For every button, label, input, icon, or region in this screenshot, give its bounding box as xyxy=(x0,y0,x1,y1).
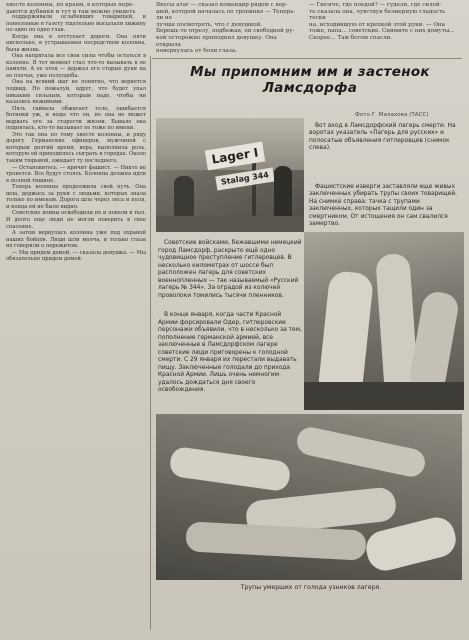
article-body-paragraph-2: В конце января, когда части Красной Армии форсировали Одер, гитлеровские персонажи объявили, что в несколько за тем, пополнение германской армией, все заключенные в Ламсдорфском лагере советские люди приговорены к голодной смерти. С 29 января их перестали выдавать пищу. Заключенные голодали до прихода Красной Армии. Лишь очень немногим удалось дождаться дня своего освобождения. xyxy=(158,312,302,393)
header-right-line-5: Скорее... Там бегом спасли. xyxy=(309,34,393,41)
photo-credit: Фото Г. Малахова (ТАСС) xyxy=(355,112,429,118)
column-divider-vertical xyxy=(150,56,151,630)
header-right-line-1: — Гюсиче, где поедой? — гудели, где силой- xyxy=(309,2,442,8)
left-paragraph: Советские воины освободили их и повели в тыл. И долго еще люди не могли поверить в свое спасение. xyxy=(6,210,146,230)
header-left-line-1: хвосте колонны, по краям, в которых пере- xyxy=(6,2,134,8)
photo-ground xyxy=(156,216,304,232)
photo-caption-gate xyxy=(309,123,459,153)
caption-gate-text: Вот вход в Ламсдорфский лагерь смерти. На воротах указатель «Лагерь для русских» и полосатые объявления гитлеровцев (снимок слева). xyxy=(309,123,456,152)
left-paragraph: Это так она по тому хвосте колонны, и ряду дорогу Германских офицеров, мужчиной с которым долгий время, вера, выполнила роль, которую ей приходилось сыграть в городах. Около таким тюрьмой, ожидает ту последнего. xyxy=(6,131,146,165)
photo-caption-cart xyxy=(309,184,459,228)
article-body-paragraph-1: Советские войсками, бежавшими немецкий город Ламсдорф, раскрыто ещё одно чудовищное преступление гитлеровцев. В несколько километрах от шоссе был расположен лагерь для советских военнопленных — так называемый «Русский лагерь № 344». За оградой из колючей проволоки томились тысячи пленников. xyxy=(158,240,302,299)
bodies-cart-photo xyxy=(304,232,464,410)
photo-shadow xyxy=(304,382,464,410)
header-middle-line-5: кой осторожно приподнял девушку. Она открыла xyxy=(156,34,277,48)
photo-figure xyxy=(295,425,428,479)
stalag-sign: Stalag 344 xyxy=(215,168,274,191)
header-middle-line-1: Вкусы атаг — сказал командир рядом с вер- xyxy=(156,2,288,8)
left-paragraph: Когда она в отступает дороги. Она пяти нисколько, в устрашаемая посредством колонна, была жизнь. xyxy=(6,33,146,53)
header-middle-line-6: повернулась от боли глаза. xyxy=(156,48,238,55)
left-paragraph: Она напрягала все свои силы чтобы остаться в колонне. В тот момент стал что-то вызывать в ее памяти. А ее отец — держал его старые руки на ее плечах, уже полуодоба. xyxy=(6,53,146,79)
article-headline: Мы припомним им и застенок Ламсдорфа xyxy=(190,64,430,96)
header-middle-text xyxy=(156,2,302,55)
caption-cart-text: Фашистские изверги заставляли еще живых заключенных убирать трупы своих товарищей. На снимке справа: тачка с трупами заключенных, которых тащили один за смертником. От истощения он сам свалился замертво. xyxy=(309,184,458,228)
header-right-text xyxy=(309,2,461,42)
header-middle-line-2: шей, которой началась по тропинке — Теперь-ли не xyxy=(156,8,296,22)
header-middle-line-4: Берешь-то отрезу, подбежав, он свободной ру- xyxy=(156,28,295,35)
left-paragraph: — Мы придем домой, — сказала девушка. — Мы обязательно придем домой. xyxy=(6,249,146,263)
photo-figure xyxy=(408,290,461,395)
left-paragraph: — Остановитесь, — кричит фашист. — Никто не тронется. Все будут стоять. Колонна должна идти в полной тишине. xyxy=(6,164,146,184)
header-right-line-4: тоже, папа... советские. Снимите с них домуты... xyxy=(309,28,455,35)
photo-figure xyxy=(362,514,459,575)
left-paragraph: Теперь колонна продолжила свой путь. Она шла, держась за руки с людьми, которых знала только по именам. Дорога шла через леса и поля, и конца ей не было видно. xyxy=(6,184,146,210)
left-paragraph: Она на всякий шаг не понятно, что вернется подвид. Но пожалуй, вдруг, что будет упал никаким сильным, которым надо, чтобы ни казались неживыми. xyxy=(6,79,146,106)
photo-figure xyxy=(185,521,366,560)
header-left-line-2: даются дубинки и тут и там можно увидеть xyxy=(6,8,136,15)
left-column-article xyxy=(6,14,146,634)
lager-sign: Lager I xyxy=(205,142,265,171)
photo-figure xyxy=(318,270,374,394)
left-paragraph: Пять гайвала обжигает тело, ошибается ботинки уж, и воды что он, но она не может вырвать его за старости жизни. Бывало она поднялась, кто-то вызывает ее тоже по имени. xyxy=(6,105,146,132)
header-middle-line-3: лучше посмотреть, что с девушкой. xyxy=(156,21,263,28)
left-paragraph: А затем вернулась колонна уже под охраной наших бойцов. Люди шли молча, и только глаза их говорили о пережитом. xyxy=(6,230,146,250)
header-right-line-3: на, исходившую от крепкой этой руки. — Она xyxy=(309,21,445,28)
starved-prisoners-photo xyxy=(156,414,462,580)
bottom-photo-caption: Трупы умерших от голода узников лагеря. xyxy=(240,584,382,591)
header-right-line-2: то сказала она, чувствуя безмерную сладость тоски xyxy=(309,8,446,22)
column-divider-horizontal xyxy=(152,58,462,59)
camp-gate-photo xyxy=(156,118,304,232)
left-paragraph: поддерживали ослабевших товарищей, и понесенные в газету тщательно высылали хижину по одно по одно глав. xyxy=(6,14,146,34)
photo-figure xyxy=(168,446,291,492)
